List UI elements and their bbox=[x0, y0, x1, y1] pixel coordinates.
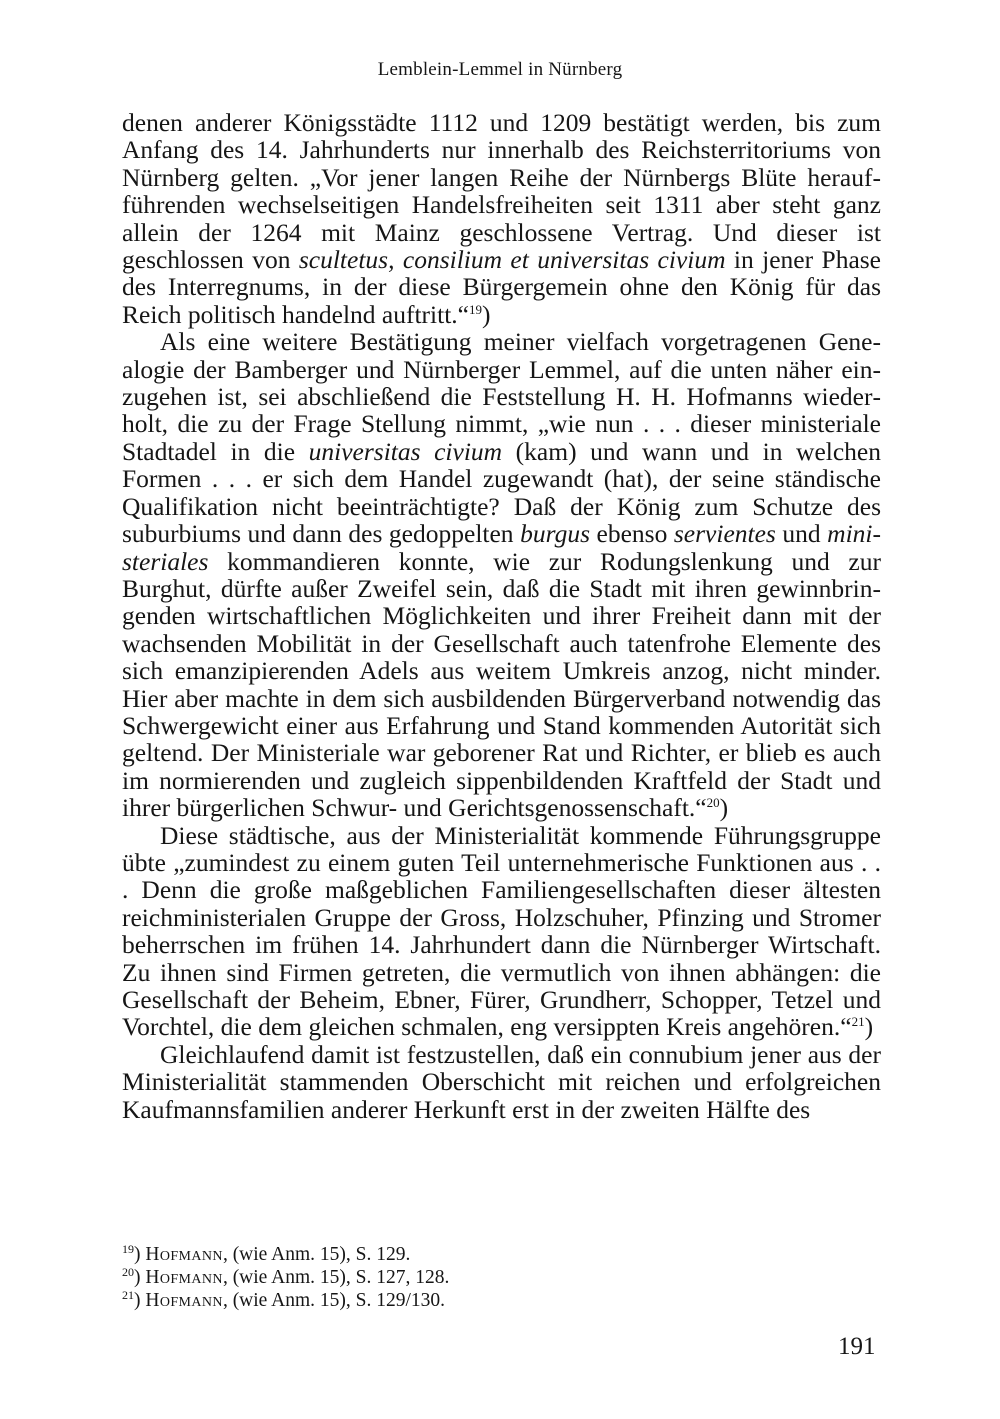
footnote-ref-19: 19 bbox=[469, 301, 482, 317]
footnote-20: $^{20}$) Hofmann, (wie Anm. 15), S. 127, 128. bbox=[122, 1265, 450, 1288]
footnote-21: $^{21}$) Hofmann, (wie Anm. 15), S. 129/130. bbox=[122, 1288, 446, 1311]
paragraph-4: Gleichlaufend damit ist festzustellen, daß ein connubium jener aus der Ministerialität stammenden Oberschicht mit reichen und erfolgreichen Kaufmannsfamilien anderer Herkunft erst in der zweiten Hälfte des bbox=[122, 1039, 881, 1124]
paragraph-3: Diese städtische, aus der Ministerialität kommende Führungsgruppe übte „zumindest zu einem guten Teil unternehmerische Funktionen aus . . . Denn die große maßgeblichen Familiengesellschaften dieser ältesten reichministerialen Gruppe der Gross, Holzschuher, Pfinzing und Stromer beherrschen im frühen 14. Jahrhundert dann die Nürnberger Wirtschaft. Zu ihnen sind Firmen getreten, die vermutlich von ihnen abhängen: die Gesellschaft der Beheim, Ebner, Fürer, Grundherr, Schopper, Tetzel und Vorchtel, die dem gleichen schmalen, eng versippten Kreis angehören.“$^{21}$) bbox=[122, 820, 881, 1042]
paragraph-1: denen anderer Königsstädte 1112 und 1209 bestätigt werden, bis zum Anfang des 14. Jahrhunderts nur innerhalb des Reichsterritoriums von Nürnberg gelten. „Vor jener langen Reihe der Nürnbergs Blüte heraufführenden wechselseitigen Handelsfreiheiten seit 1311 aber steht ganz allein der 1264 mit Mainz geschlossene Vertrag. Und dieser ist geschlossen von scultetus, consilium et universitas civium in jener Phase des Interregnums, in der diese Bürgergemein ohne den König für das Reich politisch handelnd auftritt.“$^{19}$) bbox=[122, 108, 881, 329]
footnote-ref-20: 20 bbox=[706, 795, 720, 811]
running-head: Lemblein-Lemmel in Nürnberg bbox=[377, 59, 623, 80]
paragraph-2: Als eine weitere Bestätigung meiner vielfach vorgetragenen Genealogie der Bamberger und Nürnberger Lemmel, auf die unten näher einzugehen ist, sei abschließend die Feststellung H. H. Hofmanns wiederholt, die zu der Frage Stellung nimmt, „wie nun . . . dieser ministeriale Stadtadel in die universitas civium (kam) und wann und in welchen Formen . . . er sich dem Handel zugewandt (hat), der seine ständische Qualifikation nicht beeinträchtigte? Daß der König zum Schutze des suburbiums und dann des gedoppelten burgus ebenso servientes und ministeriales kommandieren konnte, wie zur Rodungslenkung und zur Burghut, dürfte außer Zweifel sein, daß die Stadt mit ihren gewinnbringenden wirtschaftlichen Möglichkeiten und ihrer Freiheit dann mit der wachsenden Mobilität in der Gesellschaft auch tatenfrohe Elemente des sich emanzipierenden Adels aus weitem Umkreis anzog, nicht minder. Hier aber machte in dem sich ausbildenden Bürgerverband notwendig das Schwergewicht einer aus Erfahrung und Stand kommenden Autorität sich geltend. Der Ministeriale war geborener Rat und Richter, er blieb es auch im normierenden und zugleich sippenbildenden Kraftfeld der Stadt und ihrer bürgerlichen Schwur- und Gerichtsgenossenschaft.“$^{20}$) bbox=[122, 327, 881, 823]
body-text bbox=[122, 109, 881, 1123]
footnotes bbox=[122, 1243, 881, 1312]
footnote-ref-21: 21 bbox=[851, 1014, 865, 1030]
page-number: 191 bbox=[838, 1333, 876, 1360]
footnote-19: $^{19}$) Hofmann, (wie Anm. 15), S. 129. bbox=[122, 1242, 411, 1265]
